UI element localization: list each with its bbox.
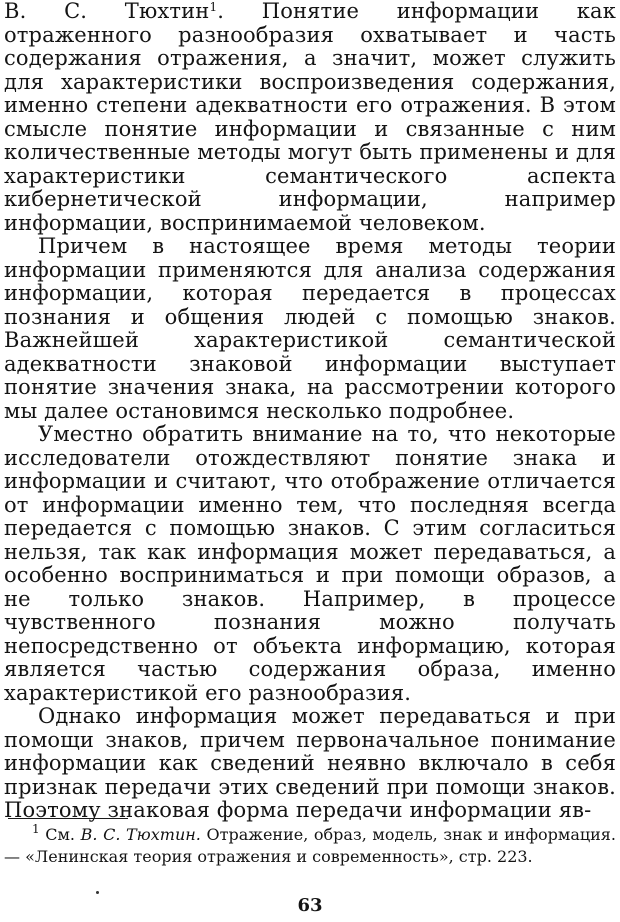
paragraph-4: Однако информация может передаваться и при помощи знаков, причем первоначальное понимание информации как сведений неявно включало в себя признак передачи этих сведений при помощи знаков. Поэтому знаковая форма передачи информации яв-: [4, 704, 616, 822]
paragraph-1: [4, 0, 616, 235]
print-speck: [96, 891, 99, 894]
paragraph-text: . Понятие информации как отраженного разнообразия охватывает и часть содержания отражения, а значит, может служить для характеристики воспроизведения содержания, именно степени адекватности его отражения. В этом смысле понятие информации и связанные с ним количественные методы могут быть применены и для характеристики семантического аспекта кибернетической информации, например информации, воспринимаемой человеком.: [4, 0, 616, 235]
page-number: 63: [297, 895, 323, 916]
footnote-author: В. С. Тюхтин.: [80, 825, 201, 844]
footnote-prefix: См.: [39, 825, 81, 844]
footnote-text: Отражение, образ, модель, знак и информация. — «Ленинская теория отражения и современность», стр. 223.: [4, 825, 616, 866]
author-name: В. С. Тюхтин: [4, 0, 210, 23]
footnote-marker: 1: [32, 822, 40, 836]
footnote-reference: 1: [209, 0, 218, 14]
footnote: [4, 824, 616, 868]
paragraph-2: Причем в настоящее время методы теории информации применяются для анализа содержания информации, которая передается в процессах познания и общения людей с помощью знаков. Важнейшей характеристикой семантической адекватности знаковой информации выступает понятие значения знака, на рассмотрении которого мы далее остановимся несколько подробнее.: [4, 234, 616, 423]
book-page: [4, 0, 616, 922]
main-text: [4, 0, 616, 823]
paragraph-3: Уместно обратить внимание на то, что некоторые исследователи отождествляют понятие знака и информации и считают, что отображение отличается от информации именно тем, что последняя всегда передается с помощью знаков. С этим согласиться нельзя, так как информация может передаваться, а особенно восприниматься и при помощи образов, а не только знаков. Например, в процессе чувственного познания можно получать непосредственно от объекта информацию, которая является частью содержания образа, именно характеристикой его разнообразия.: [4, 422, 616, 705]
footnote-divider: [8, 818, 128, 819]
